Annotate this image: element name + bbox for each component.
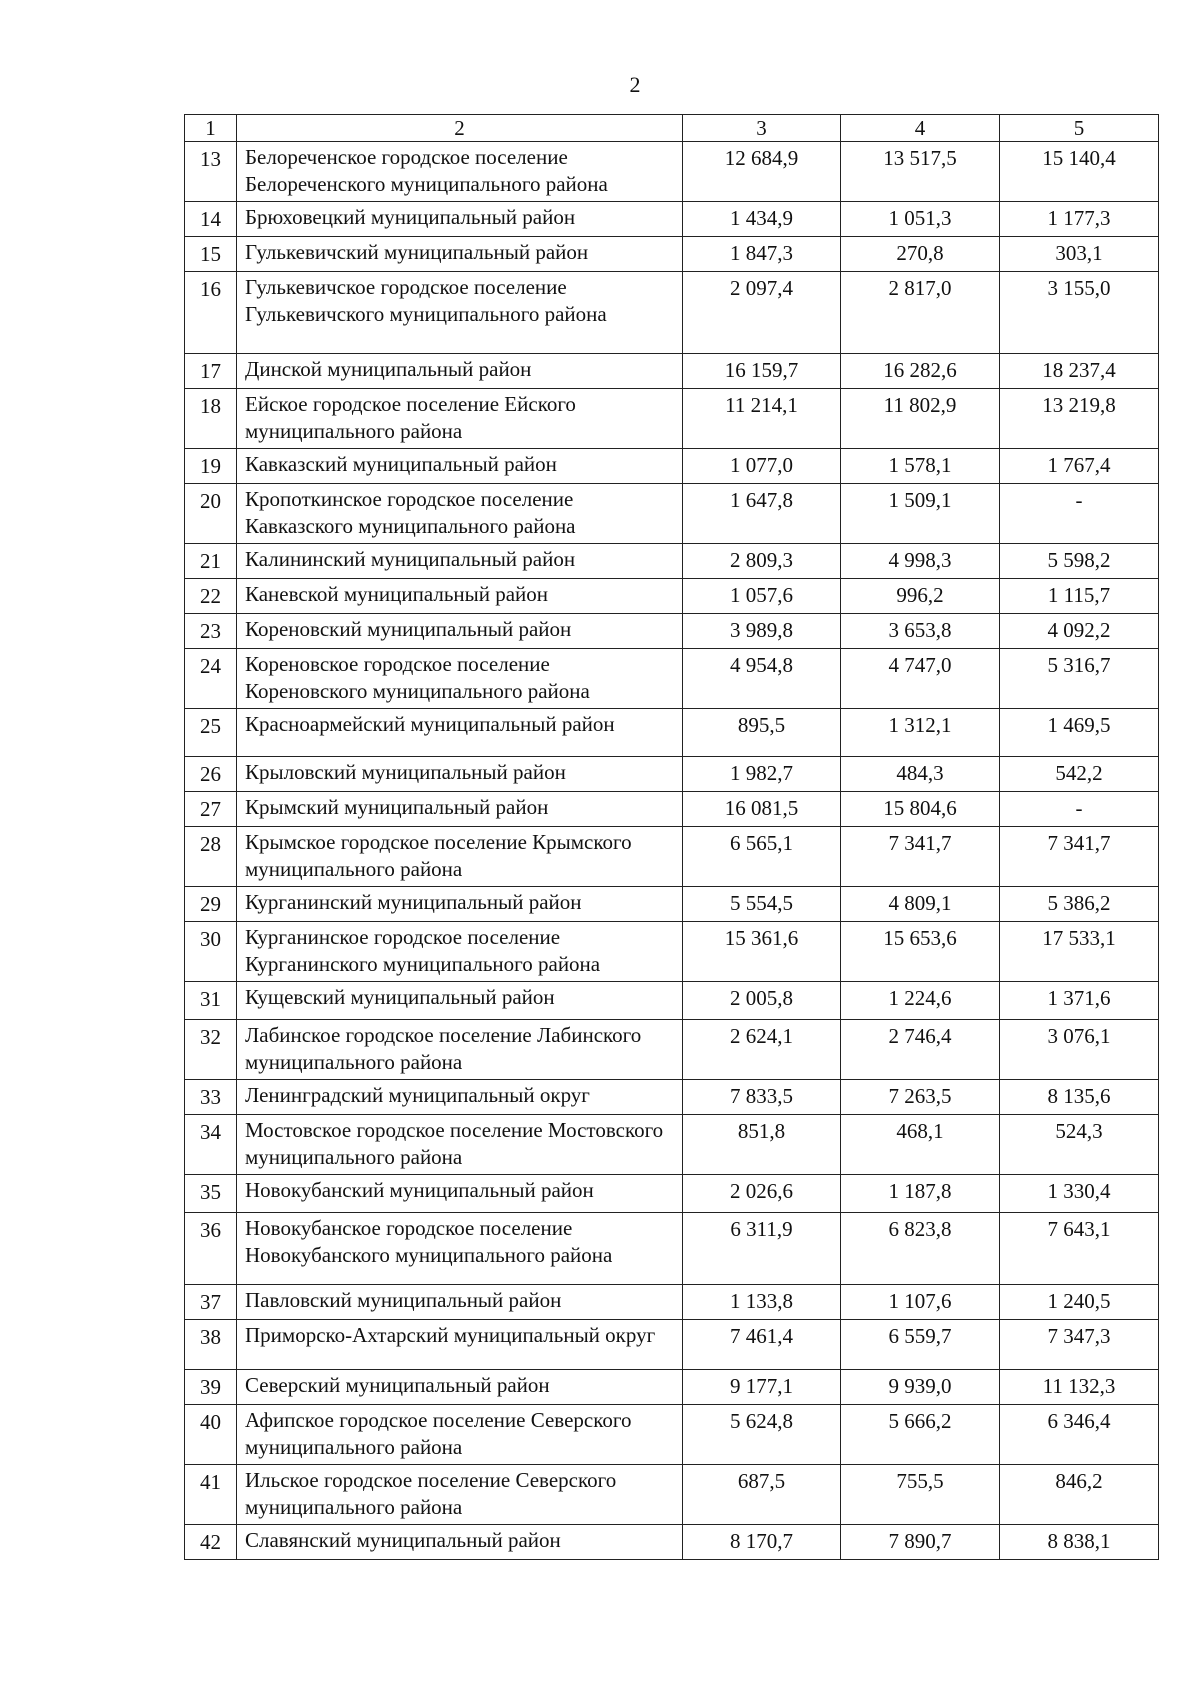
col5-value-cell: 846,2	[1000, 1465, 1159, 1525]
col4-value-cell: 7 263,5	[841, 1080, 1000, 1115]
table-row	[185, 649, 1159, 709]
col5-value-cell: -	[1000, 792, 1159, 827]
col3-value-cell: 1 982,7	[683, 757, 841, 792]
row-number-cell: 31	[185, 982, 237, 1020]
table-row	[185, 1285, 1159, 1320]
table-row	[185, 1370, 1159, 1405]
col4-value-cell: 468,1	[841, 1115, 1000, 1175]
col3-value-cell: 2 005,8	[683, 982, 841, 1020]
col5-value-cell: 4 092,2	[1000, 614, 1159, 649]
table-header	[185, 115, 1159, 142]
col5-value-cell: 18 237,4	[1000, 354, 1159, 389]
col5-value-cell: 3 155,0	[1000, 272, 1159, 354]
col5-value-cell: -	[1000, 484, 1159, 544]
municipality-name-cell: Крыловский муниципальный район	[237, 757, 683, 792]
col4-value-cell: 1 312,1	[841, 709, 1000, 757]
col4-value-cell: 755,5	[841, 1465, 1000, 1525]
row-number-cell: 22	[185, 579, 237, 614]
municipality-name-cell: Кропоткинское городское поселение Кавказского муниципального района	[237, 484, 683, 544]
table-row	[185, 579, 1159, 614]
col3-value-cell: 6 311,9	[683, 1213, 841, 1285]
municipality-name-cell: Северский муниципальный район	[237, 1370, 683, 1405]
col4-value-cell: 1 187,8	[841, 1175, 1000, 1213]
header-col-3: 3	[683, 115, 841, 142]
col4-value-cell: 270,8	[841, 237, 1000, 272]
table-row	[185, 142, 1159, 202]
header-col-4: 4	[841, 115, 1000, 142]
col5-value-cell: 1 115,7	[1000, 579, 1159, 614]
municipality-name-cell: Крымское городское поселение Крымского муниципального района	[237, 827, 683, 887]
row-number-cell: 13	[185, 142, 237, 202]
table-row	[185, 982, 1159, 1020]
table-row	[185, 792, 1159, 827]
table-row	[185, 1213, 1159, 1285]
col4-value-cell: 9 939,0	[841, 1370, 1000, 1405]
col4-value-cell: 4 998,3	[841, 544, 1000, 579]
col5-value-cell: 7 643,1	[1000, 1213, 1159, 1285]
municipality-name-cell: Новокубанское городское поселение Новокубанского муниципального района	[237, 1213, 683, 1285]
table-row	[185, 1405, 1159, 1465]
row-number-cell: 21	[185, 544, 237, 579]
col3-value-cell: 1 077,0	[683, 449, 841, 484]
col3-value-cell: 12 684,9	[683, 142, 841, 202]
header-row	[185, 115, 1159, 142]
row-number-cell: 17	[185, 354, 237, 389]
municipality-name-cell: Приморско-Ахтарский муниципальный округ	[237, 1320, 683, 1370]
col4-value-cell: 1 509,1	[841, 484, 1000, 544]
municipality-name-cell: Брюховецкий муниципальный район	[237, 202, 683, 237]
municipality-name-cell: Ильское городское поселение Северского муниципального района	[237, 1465, 683, 1525]
municipality-name-cell: Лабинское городское поселение Лабинского муниципального района	[237, 1020, 683, 1080]
municipality-name-cell: Динской муниципальный район	[237, 354, 683, 389]
col3-value-cell: 1 647,8	[683, 484, 841, 544]
col3-value-cell: 2 026,6	[683, 1175, 841, 1213]
municipality-name-cell: Красноармейский муниципальный район	[237, 709, 683, 757]
row-number-cell: 38	[185, 1320, 237, 1370]
col4-value-cell: 16 282,6	[841, 354, 1000, 389]
col4-value-cell: 13 517,5	[841, 142, 1000, 202]
row-number-cell: 19	[185, 449, 237, 484]
col3-value-cell: 7 461,4	[683, 1320, 841, 1370]
table-row	[185, 614, 1159, 649]
municipality-name-cell: Гулькевичское городское поселение Гулькевичского муниципального района	[237, 272, 683, 354]
header-col-5: 5	[1000, 115, 1159, 142]
col3-value-cell: 15 361,6	[683, 922, 841, 982]
col4-value-cell: 996,2	[841, 579, 1000, 614]
col3-value-cell: 8 170,7	[683, 1525, 841, 1560]
row-number-cell: 32	[185, 1020, 237, 1080]
row-number-cell: 36	[185, 1213, 237, 1285]
row-number-cell: 16	[185, 272, 237, 354]
col5-value-cell: 8 135,6	[1000, 1080, 1159, 1115]
col5-value-cell: 8 838,1	[1000, 1525, 1159, 1560]
municipality-name-cell: Кореновский муниципальный район	[237, 614, 683, 649]
table-row	[185, 757, 1159, 792]
col3-value-cell: 1 057,6	[683, 579, 841, 614]
col4-value-cell: 1 051,3	[841, 202, 1000, 237]
col5-value-cell: 303,1	[1000, 237, 1159, 272]
data-table	[184, 114, 1159, 1560]
col3-value-cell: 687,5	[683, 1465, 841, 1525]
municipality-name-cell: Каневской муниципальный район	[237, 579, 683, 614]
table-row	[185, 389, 1159, 449]
table-row	[185, 544, 1159, 579]
row-number-cell: 33	[185, 1080, 237, 1115]
municipality-name-cell: Новокубанский муниципальный район	[237, 1175, 683, 1213]
municipality-name-cell: Курганинское городское поселение Курганинского муниципального района	[237, 922, 683, 982]
col5-value-cell: 6 346,4	[1000, 1405, 1159, 1465]
col3-value-cell: 1 133,8	[683, 1285, 841, 1320]
row-number-cell: 42	[185, 1525, 237, 1560]
col4-value-cell: 4 809,1	[841, 887, 1000, 922]
col4-value-cell: 7 341,7	[841, 827, 1000, 887]
col5-value-cell: 542,2	[1000, 757, 1159, 792]
col5-value-cell: 524,3	[1000, 1115, 1159, 1175]
col5-value-cell: 7 341,7	[1000, 827, 1159, 887]
col5-value-cell: 1 177,3	[1000, 202, 1159, 237]
table-row	[185, 1465, 1159, 1525]
header-col-1: 1	[185, 115, 237, 142]
col4-value-cell: 15 653,6	[841, 922, 1000, 982]
col3-value-cell: 3 989,8	[683, 614, 841, 649]
col5-value-cell: 1 330,4	[1000, 1175, 1159, 1213]
table-row	[185, 1080, 1159, 1115]
municipality-name-cell: Славянский муниципальный район	[237, 1525, 683, 1560]
col3-value-cell: 5 624,8	[683, 1405, 841, 1465]
col3-value-cell: 851,8	[683, 1115, 841, 1175]
row-number-cell: 15	[185, 237, 237, 272]
row-number-cell: 29	[185, 887, 237, 922]
row-number-cell: 20	[185, 484, 237, 544]
row-number-cell: 18	[185, 389, 237, 449]
municipality-name-cell: Ленинградский муниципальный округ	[237, 1080, 683, 1115]
row-number-cell: 14	[185, 202, 237, 237]
col4-value-cell: 15 804,6	[841, 792, 1000, 827]
table-row	[185, 709, 1159, 757]
col5-value-cell: 11 132,3	[1000, 1370, 1159, 1405]
col5-value-cell: 17 533,1	[1000, 922, 1159, 982]
table-row	[185, 887, 1159, 922]
col4-value-cell: 1 224,6	[841, 982, 1000, 1020]
municipality-name-cell: Кореновское городское поселение Кореновского муниципального района	[237, 649, 683, 709]
municipality-name-cell: Кавказский муниципальный район	[237, 449, 683, 484]
col4-value-cell: 7 890,7	[841, 1525, 1000, 1560]
col5-value-cell: 13 219,8	[1000, 389, 1159, 449]
col5-value-cell: 15 140,4	[1000, 142, 1159, 202]
table-row	[185, 1175, 1159, 1213]
table-row	[185, 922, 1159, 982]
col5-value-cell: 5 598,2	[1000, 544, 1159, 579]
table-row	[185, 354, 1159, 389]
col3-value-cell: 2 624,1	[683, 1020, 841, 1080]
col3-value-cell: 6 565,1	[683, 827, 841, 887]
col3-value-cell: 2 809,3	[683, 544, 841, 579]
row-number-cell: 23	[185, 614, 237, 649]
municipality-name-cell: Гулькевичский муниципальный район	[237, 237, 683, 272]
col3-value-cell: 7 833,5	[683, 1080, 841, 1115]
municipality-name-cell: Крымский муниципальный район	[237, 792, 683, 827]
row-number-cell: 41	[185, 1465, 237, 1525]
col5-value-cell: 1 767,4	[1000, 449, 1159, 484]
row-number-cell: 30	[185, 922, 237, 982]
municipality-name-cell: Курганинский муниципальный район	[237, 887, 683, 922]
col4-value-cell: 4 747,0	[841, 649, 1000, 709]
col5-value-cell: 5 316,7	[1000, 649, 1159, 709]
col3-value-cell: 5 554,5	[683, 887, 841, 922]
row-number-cell: 24	[185, 649, 237, 709]
col3-value-cell: 1 847,3	[683, 237, 841, 272]
row-number-cell: 35	[185, 1175, 237, 1213]
table-row	[185, 1320, 1159, 1370]
col4-value-cell: 1 578,1	[841, 449, 1000, 484]
row-number-cell: 27	[185, 792, 237, 827]
col5-value-cell: 5 386,2	[1000, 887, 1159, 922]
table-row	[185, 272, 1159, 354]
row-number-cell: 28	[185, 827, 237, 887]
col5-value-cell: 3 076,1	[1000, 1020, 1159, 1080]
row-number-cell: 39	[185, 1370, 237, 1405]
col4-value-cell: 2 746,4	[841, 1020, 1000, 1080]
col4-value-cell: 6 559,7	[841, 1320, 1000, 1370]
col4-value-cell: 2 817,0	[841, 272, 1000, 354]
table-row	[185, 449, 1159, 484]
municipality-name-cell: Афипское городское поселение Северского муниципального района	[237, 1405, 683, 1465]
col4-value-cell: 484,3	[841, 757, 1000, 792]
row-number-cell: 26	[185, 757, 237, 792]
col5-value-cell: 7 347,3	[1000, 1320, 1159, 1370]
table-row	[185, 237, 1159, 272]
col3-value-cell: 1 434,9	[683, 202, 841, 237]
table-row	[185, 484, 1159, 544]
row-number-cell: 25	[185, 709, 237, 757]
col3-value-cell: 9 177,1	[683, 1370, 841, 1405]
municipality-name-cell: Мостовское городское поселение Мостовского муниципального района	[237, 1115, 683, 1175]
col3-value-cell: 2 097,4	[683, 272, 841, 354]
table-body	[185, 142, 1159, 1560]
col5-value-cell: 1 371,6	[1000, 982, 1159, 1020]
municipality-name-cell: Кущевский муниципальный район	[237, 982, 683, 1020]
row-number-cell: 37	[185, 1285, 237, 1320]
municipality-name-cell: Павловский муниципальный район	[237, 1285, 683, 1320]
municipality-name-cell: Белореченское городское поселение Белореченского муниципального района	[237, 142, 683, 202]
table-row	[185, 202, 1159, 237]
col4-value-cell: 6 823,8	[841, 1213, 1000, 1285]
table-row	[185, 827, 1159, 887]
col3-value-cell: 16 081,5	[683, 792, 841, 827]
municipality-name-cell: Калининский муниципальный район	[237, 544, 683, 579]
col3-value-cell: 16 159,7	[683, 354, 841, 389]
col3-value-cell: 11 214,1	[683, 389, 841, 449]
col4-value-cell: 5 666,2	[841, 1405, 1000, 1465]
col3-value-cell: 4 954,8	[683, 649, 841, 709]
table-row	[185, 1525, 1159, 1560]
col5-value-cell: 1 240,5	[1000, 1285, 1159, 1320]
row-number-cell: 34	[185, 1115, 237, 1175]
row-number-cell: 40	[185, 1405, 237, 1465]
table-row	[185, 1115, 1159, 1175]
col4-value-cell: 3 653,8	[841, 614, 1000, 649]
col4-value-cell: 1 107,6	[841, 1285, 1000, 1320]
page-number: 2	[629, 72, 641, 97]
col5-value-cell: 1 469,5	[1000, 709, 1159, 757]
col3-value-cell: 895,5	[683, 709, 841, 757]
header-col-2: 2	[237, 115, 683, 142]
col4-value-cell: 11 802,9	[841, 389, 1000, 449]
municipality-name-cell: Ейское городское поселение Ейского муниципального района	[237, 389, 683, 449]
table-row	[185, 1020, 1159, 1080]
